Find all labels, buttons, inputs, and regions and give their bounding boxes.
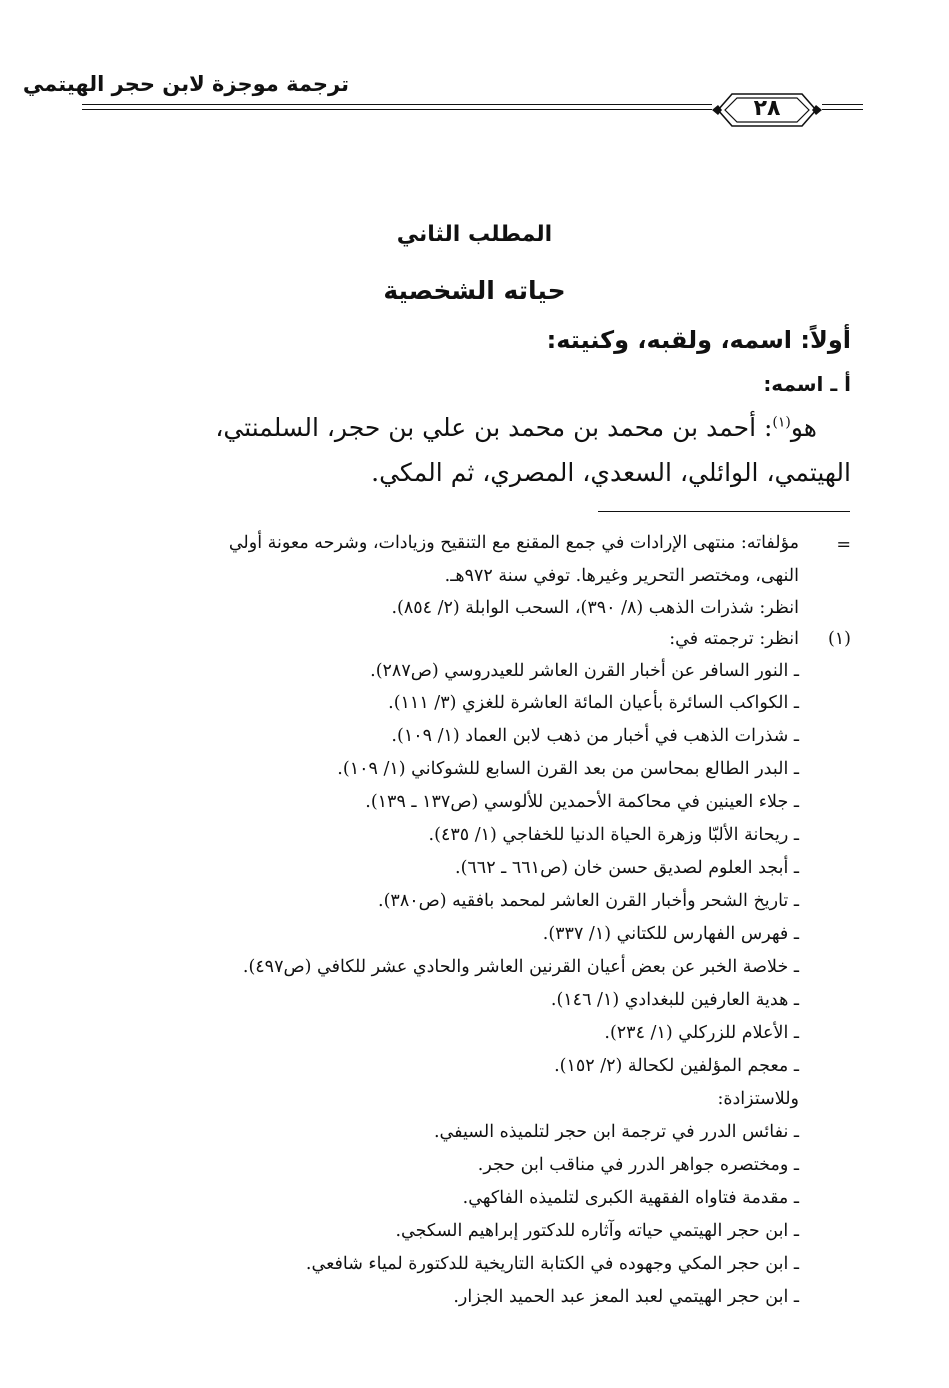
footnote-list-item: ـ النور السافر عن أخبار القرن العاشر للعيدروسي (ص٢٨٧). [370,661,799,681]
further-reading-item: ـ ابن حجر الهيتمي حياته وآثاره للدكتور إبراهيم السكجي. [395,1221,799,1241]
heading-name-title-kunya: أولاً: اسمه، ولقبه، وكنيته: [546,326,851,354]
further-reading-item: ـ ابن حجر الهيتمي لعبد المعز عبد الحميد الجزار. [453,1287,799,1307]
further-reading-label: وللاستزادة: [717,1089,799,1109]
footnote-ref: (١) [772,414,791,431]
further-reading-item: ـ ومختصره جواهر الدرر في مناقب ابن حجر. [477,1155,799,1175]
footnote-list-item: ـ الأعلام للزركلي (١/ ٢٣٤). [604,1023,799,1043]
footnote-list-item: ـ خلاصة الخبر عن بعض أعيان القرنين العاشر والحادي عشر للكافي (ص٤٩٧). [242,957,799,977]
footnote-list-item: ـ جلاء العينين في محاكمة الأحمدين للألوسي (ص١٣٧ ـ ١٣٩). [365,792,799,812]
running-title: ترجمة موجزة لابن حجر الهيتمي [22,72,349,96]
footnote-list-item: ـ الكواكب السائرة بأعيان المائة العاشرة للغزي (٣/ ١١١). [388,693,799,713]
footnote-list-item: ـ البدر الطالع بمحاسن من بعد القرن السابع للشوكاني (١/ ١٠٩). [337,759,799,779]
footnote-list-item: ـ هدية العارفين للبغدادي (١/ ١٤٦). [550,990,799,1010]
section-subtitle: حياته الشخصية [383,276,566,305]
footnote-list-item: ـ أبجد العلوم لصديق حسن خان (ص٦٦١ ـ ٦٦٢). [455,858,799,878]
further-reading-item: ـ نفائس الدرر في ترجمة ابن حجر لتلميذه السيفي. [433,1122,799,1142]
page-number: ٢٨ [753,96,781,121]
body-text: : أحمد بن محمد بن محمد بن علي بن حجر، السلمنتي، [215,413,773,442]
footnote-list-item: ـ ريحانة الألبّا وزهرة الحياة الدنيا للخفاجي (١/ ٤٣٥). [428,825,799,845]
footnote-continuation-marker: = [836,535,851,555]
footnote-list-item: ـ فهرس الفهارس للكتاني (١/ ٣٣٧). [542,924,799,944]
footnote-list-item: ـ معجم المؤلفين لكحالة (٢/ ١٥٢). [554,1056,799,1076]
footnote-line: مؤلفاته: منتهى الإرادات في جمع المقنع مع التنقيح وزيادات، وشرحه معونة أولي [228,533,799,553]
section-title: المطلب الثاني [396,222,553,247]
body-text: هو [790,413,817,442]
heading-name: أ ـ اسمه: [763,372,851,396]
body-line [215,412,817,445]
body-line: الهيتمي، الوائلي، السعدي، المصري، ثم المكي. [371,458,851,487]
page-number-badge [712,90,822,130]
footnote-line: انظر: ترجمته في: [669,629,799,649]
footnote-list-item: ـ تاريخ الشحر وأخبار القرن العاشر لمحمد بافقيه (ص٣٨٠). [378,891,799,911]
further-reading-item: ـ ابن حجر المكي وجهوده في الكتابة التاريخية للدكتورة لمياء شافعي. [305,1254,799,1274]
footnote-list-item: ـ شذرات الذهب في أخبار من ذهب لابن العماد (١/ ١٠٩). [391,726,799,746]
further-reading-item: ـ مقدمة فتاواه الفقهية الكبرى لتلميذه الفاكهي. [462,1188,799,1208]
footnote-line: انظر: شذرات الذهب (٨/ ٣٩٠)، السحب الوابلة (٢/ ٨٥٤). [391,598,799,618]
footnote-line: النهى، ومختصر التحرير وغيرها. توفي سنة ٩٧٢هـ. [444,566,799,586]
footnote-divider [598,511,850,512]
footnote-number: (١) [827,629,851,649]
